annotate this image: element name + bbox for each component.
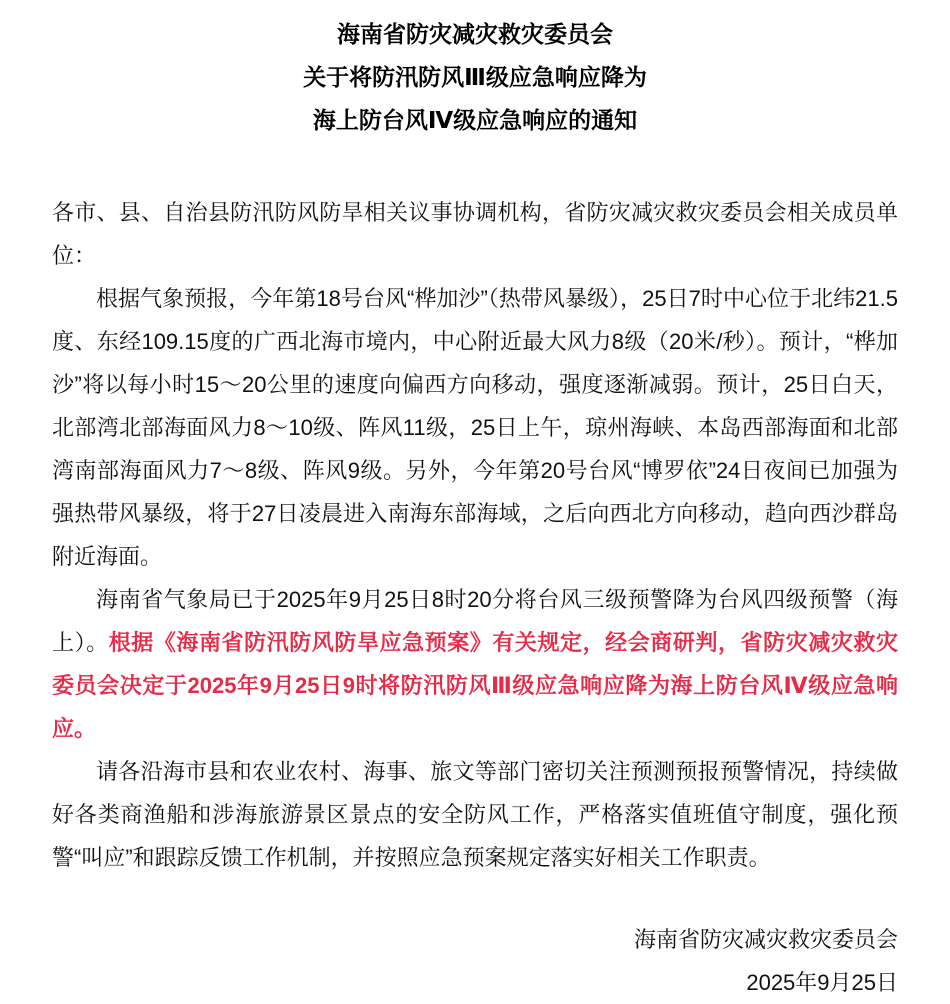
document-body bbox=[0, 191, 950, 879]
title-line-1: 海南省防灾减灾救灾委员会 bbox=[337, 21, 613, 47]
salutation-paragraph bbox=[52, 191, 898, 277]
document-title bbox=[0, 0, 950, 142]
date: 2025年9月25日 bbox=[746, 970, 898, 995]
title-line-3: 海上防台风Ⅳ级应急响应的通知 bbox=[312, 107, 638, 133]
signature-block bbox=[0, 918, 950, 1004]
title-line-2: 关于将防汛防风Ⅲ级应急响应降为 bbox=[303, 64, 647, 90]
signature: 海南省防灾减灾救灾委员会 bbox=[633, 927, 898, 952]
salutation-text: 各市、县、自治县防汛防风防旱相关议事协调机构，省防灾减灾救灾委员会相关成员单位： bbox=[52, 200, 898, 268]
decision-paragraph bbox=[52, 578, 898, 750]
requirements-text: 请各沿海市县和农业农村、海事、旅文等部门密切关注预测预报预警情况，持续做好各类商渔船和涉海旅游景区景点的安全防风工作，严格落实值班值守制度，强化预警“叫应”和跟踪反馈工作机制，并按照应急预案规定落实好相关工作职责。 bbox=[52, 759, 898, 870]
forecast-paragraph bbox=[52, 277, 898, 578]
warning-downgrade-text: 海南省气象局已于2025年9月25日8时20分将台风三级预警降为台风四级预警（海上）。 bbox=[52, 587, 898, 655]
requirements-paragraph bbox=[52, 750, 898, 879]
emergency-response-decision-text: 根据《海南省防汛防风防旱应急预案》有关规定，经会商研判，省防灾减灾救灾委员会决定于2025年9月25日9时将防汛防风Ⅲ级应急响应降为海上防台风Ⅳ级应急响应。 bbox=[52, 630, 898, 741]
forecast-text: 根据气象预报，今年第18号台风“桦加沙”（热带风暴级），25日7时中心位于北纬21.5度、东经109.15度的广西北海市境内，中心附近最大风力8级（20米/秒）。预计，“桦加沙”将以每小时15～20公里的速度向偏西方向移动，强度逐渐减弱。预计，25日白天，北部湾北部海面风力8～10级、阵风11级，25日上午，琼州海峡、本岛西部海面和北部湾南部海面风力7～8级、阵风9级。另外，今年第20号台风“博罗依”24日夜间已加强为强热带风暴级，将于27日凌晨进入南海东部海域，之后向西北方向移动，趋向西沙群岛附近海面。 bbox=[52, 286, 898, 569]
